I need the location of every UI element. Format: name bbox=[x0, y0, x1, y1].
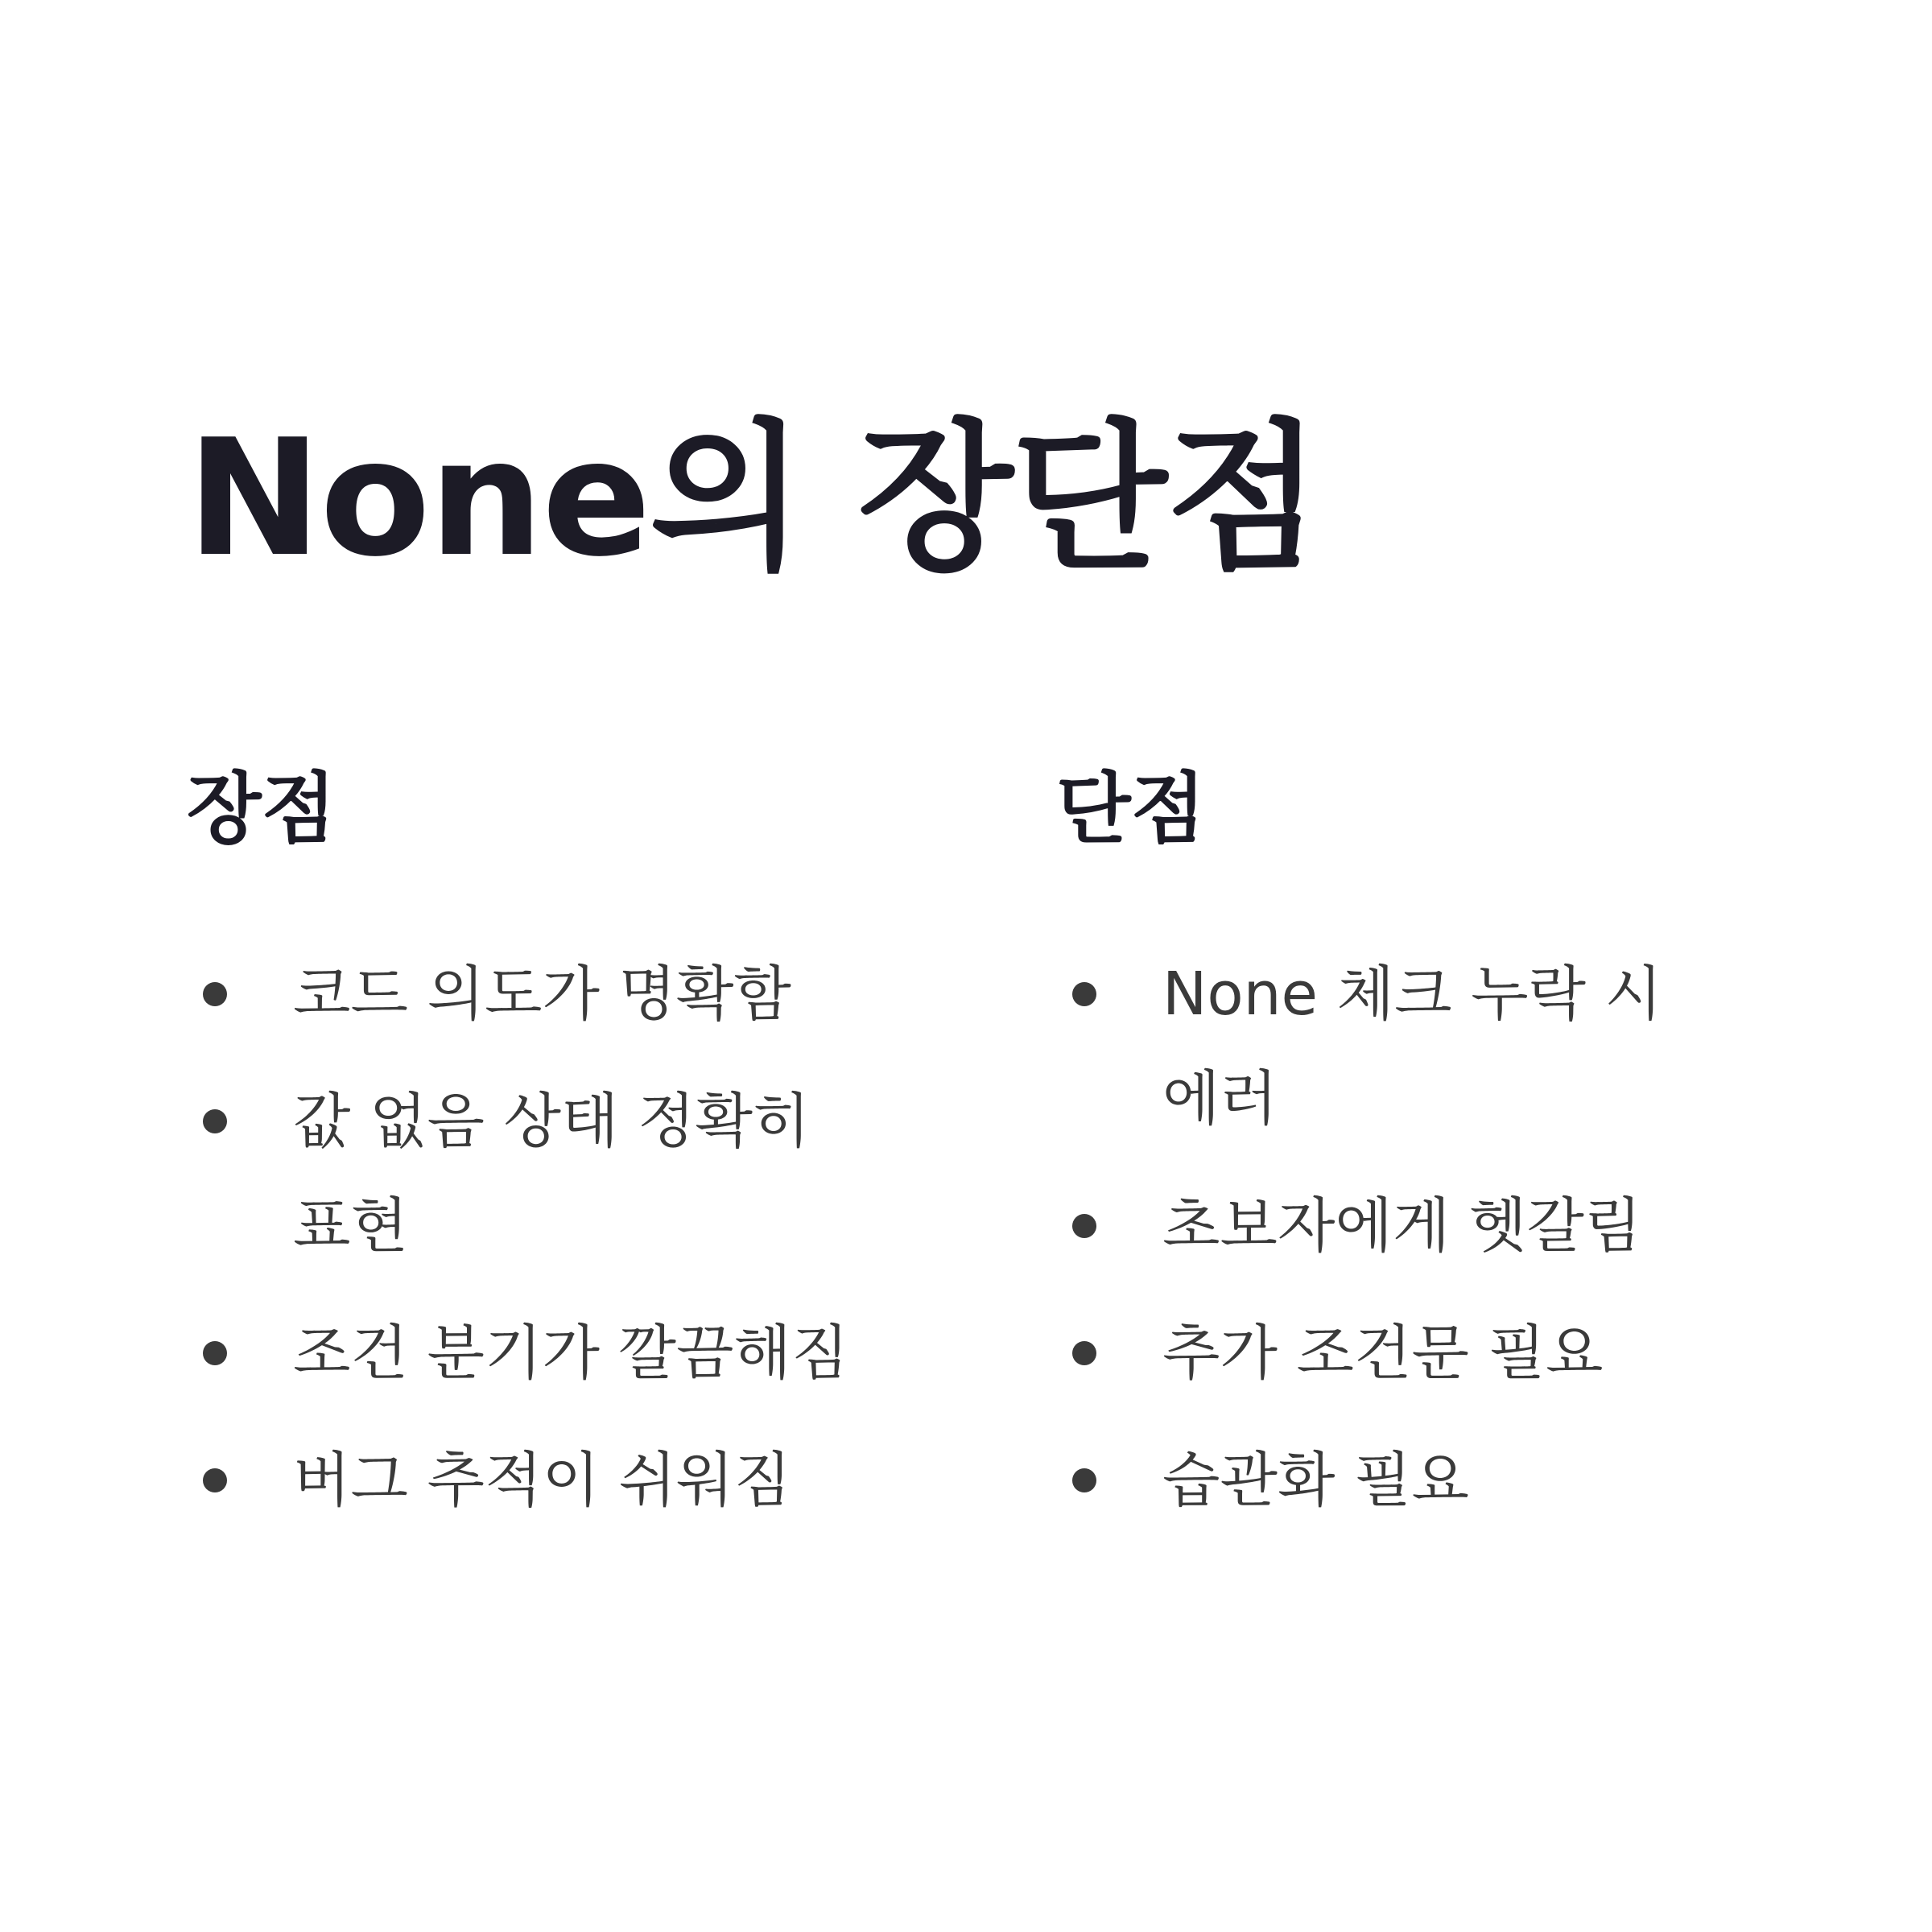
pros-column bbox=[187, 764, 911, 1515]
cons-column bbox=[1056, 764, 1781, 1515]
pros-heading: 장점 bbox=[187, 764, 336, 854]
list-item bbox=[1056, 1301, 1765, 1406]
list-item-text: None 체크 누락 시 에러 bbox=[1162, 960, 1663, 1133]
list-item bbox=[187, 1069, 895, 1278]
bullet-icon bbox=[1072, 982, 1096, 1006]
bullet-icon bbox=[203, 1341, 227, 1365]
page-title: None의 장단점 bbox=[187, 405, 1320, 592]
list-item-text: 값 없음 상태 정확히 표현 bbox=[293, 1087, 811, 1261]
bullet-icon bbox=[203, 1109, 227, 1133]
bullet-icon bbox=[203, 982, 227, 1006]
list-item bbox=[1056, 1174, 1765, 1278]
cons-heading: 단점 bbox=[1056, 764, 1206, 854]
bullet-icon bbox=[1072, 1341, 1096, 1365]
cons-list bbox=[1056, 942, 1765, 1555]
list-item-text: 초보자에게 헷갈림 bbox=[1162, 1191, 1642, 1261]
bullet-icon bbox=[1072, 1468, 1096, 1492]
list-item-text: 추가 조건문 필요 bbox=[1162, 1319, 1604, 1388]
pros-list bbox=[187, 942, 895, 1555]
list-item bbox=[187, 942, 895, 1046]
list-item bbox=[1056, 1428, 1765, 1533]
list-item-text: 버그 추적이 쉬워짐 bbox=[293, 1446, 791, 1515]
list-item-text: 습관화 필요 bbox=[1162, 1446, 1469, 1515]
list-item-text: 조건 분기가 깔끔해짐 bbox=[293, 1319, 849, 1388]
list-item-text: 코드 의도가 명확함 bbox=[293, 960, 791, 1029]
list-item bbox=[187, 1301, 895, 1406]
list-item bbox=[1056, 942, 1765, 1151]
bullet-icon bbox=[1072, 1214, 1096, 1238]
bullet-icon bbox=[203, 1468, 227, 1492]
list-item bbox=[187, 1428, 895, 1533]
